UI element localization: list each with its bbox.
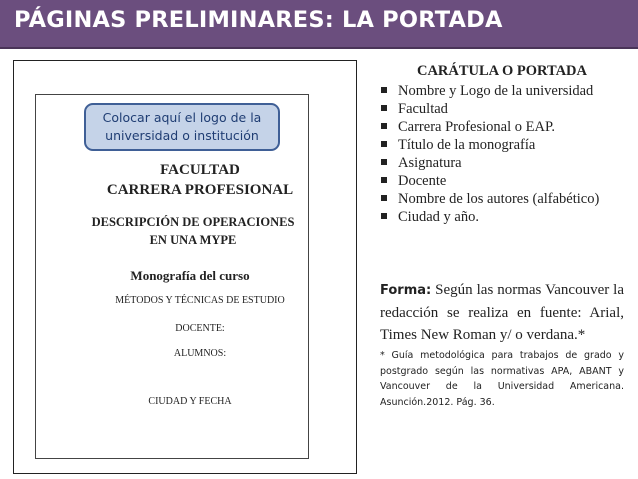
format-text: Según las normas Vancouver la redacción se realiza en fuente: Arial, Times New Roman y/ o verdana.* <box>380 282 624 343</box>
list-item: Nombre de los autores (alfabético) <box>380 190 624 208</box>
slide-title: PÁGINAS PRELIMINARES: LA PORTADA <box>14 7 503 33</box>
footnote: * Guía metodológica para trabajos de grado y postgrado según las normativas APA, ABANT y Vancouver de la Universidad Americana. Asunción.2012. Pág. 36. <box>380 350 624 408</box>
cover-city-date: CIUDAD Y FECHA <box>148 396 232 407</box>
list-item: Nombre y Logo de la universidad <box>380 82 624 100</box>
logo-placeholder <box>84 103 280 151</box>
format-paragraph <box>380 279 624 346</box>
title-banner <box>0 0 638 49</box>
list-item: Ciudad y año. <box>380 208 624 226</box>
requirements-heading: CARÁTULA O PORTADA <box>416 63 587 79</box>
cover-course: MÉTODOS Y TÉCNICAS DE ESTUDIO <box>115 295 285 306</box>
square-bullet-icon <box>381 105 387 111</box>
logo-placeholder-line-2: universidad o institución <box>105 128 259 143</box>
cover-work-title-line-2: EN UNA MYPE <box>149 233 237 247</box>
square-bullet-icon <box>381 195 387 201</box>
square-bullet-icon <box>381 177 387 183</box>
square-bullet-icon <box>381 87 387 93</box>
list-item: Carrera Profesional o EAP. <box>380 118 624 136</box>
cover-faculty: FACULTAD <box>160 162 240 178</box>
list-item: Facultad <box>380 100 624 118</box>
logo-placeholder-line-1: Colocar aquí el logo de la <box>102 110 262 125</box>
requirements-list <box>380 82 624 226</box>
square-bullet-icon <box>381 213 387 219</box>
cover-teacher: DOCENTE: <box>175 323 225 334</box>
list-item: Título de la monografía <box>380 136 624 154</box>
square-bullet-icon <box>381 141 387 147</box>
cover-monograph: Monografía del curso <box>130 268 250 283</box>
cover-career: CARRERA PROFESIONAL <box>106 182 294 198</box>
square-bullet-icon <box>381 159 387 165</box>
cover-work-title-line-1: DESCRIPCIÓN DE OPERACIONES <box>91 215 295 229</box>
format-label: Forma: <box>380 283 432 298</box>
square-bullet-icon <box>381 123 387 129</box>
cover-students: ALUMNOS: <box>173 348 227 359</box>
list-item: Docente <box>380 172 624 190</box>
list-item: Asignatura <box>380 154 624 172</box>
